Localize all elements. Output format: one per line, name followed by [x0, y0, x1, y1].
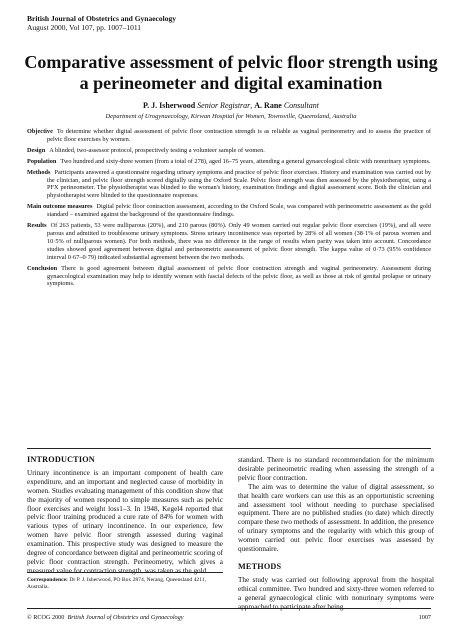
page-number: 1007: [418, 614, 431, 621]
abstract-section-label: Population: [27, 157, 57, 165]
journal-name: British Journal of Obstetrics and Gynaecology: [27, 14, 176, 23]
abstract-section-text: To determine whether digital assessment of pelvic floor contraction strength is as reliable as vaginal perineometry and to assess the practice of pelvic floor exercises by women.: [47, 128, 431, 143]
abstract-section-text: Digital pelvic floor contraction assessment, according to the Oxford Scale, was compared with perineometric assessment as the gold standard – examined against the background of the questionnaire findings.: [47, 203, 431, 219]
footer-copyright: © RCOG 2000: [27, 614, 65, 621]
abstract-section-text: There is good agreement between digital assessment of pelvic floor contraction strength and vaginal perineometry. Assessment during gynaecological examination may help to identify women with fascial defects of the pelvic floor, as well as those at risk of genital prolapse or urinary symptoms.: [47, 264, 431, 288]
methods-paragraph: The study was carried out following approval from the hospital ethical committee. Two hundred and sixty-three women referred to a general gynaecological clinic with nonurinary symptoms were approached to participate after being: [238, 575, 434, 611]
correspondence-divider: [27, 572, 223, 573]
abstract-section: [27, 222, 431, 262]
intro-heading: INTRODUCTION: [27, 455, 95, 464]
footer-left: [27, 614, 183, 622]
intro-paragraph-continued: standard. There is no standard recommendation for the minimum desirable perineometric reading when assessing the strength of a pelvic floor contraction.: [238, 456, 434, 482]
abstract-section-text: Of 263 patients, 53 were nulliparous (20%), and 210 parous (80%). Only 49 women carried out regular pelvic floor exercises (19%), and all were parous and admitted to troublesome urinary symptoms. Stress urinary incontinence was reported by 28% of all women (38·1% of parous women and 10·5% of nulliparous women). For both methods, there was no difference in the range of results when parity was taken into account. Concordance studies showed good agreement between digital and perineometric assessment of pelvic floor strength. The kappa value of 0·73 (95% confidence interval 0·67–0·79) indicated substantial agreement between the two methods.: [47, 222, 431, 261]
abstract-section-label: Main outcome measures: [27, 203, 93, 211]
aim-paragraph: The aim was to determine the value of digital assessment, so that health care workers can use this as an opportunistic screening and assessment tool without needing to purchase specialised equipment. There are no published studies (to date) which directly compare these two methods of assessment. In addition, the presence of urinary symptoms and the regularity with which this group of women carried out pelvic floor exercises was assessed by questionnaire.: [238, 482, 434, 554]
abstract-section: [27, 128, 431, 144]
abstract-section-label: Objective: [27, 128, 53, 135]
abstract-section: [27, 158, 431, 166]
author-line: P. J. Isherwood Senior Registrar, A. Rane Consultant: [143, 101, 319, 110]
abstract-section: [27, 203, 431, 219]
left-column: [27, 456, 223, 576]
correspondence-label: Correspondence:: [27, 577, 68, 583]
abstract-section: [27, 169, 431, 201]
abstract-section-label: Conclusion: [27, 264, 58, 272]
right-column: [238, 456, 434, 612]
abstract-section-text: Participants answered a questionnaire regarding urinary symptoms and practice of pelvic floor exercises. History and examination was carried out by the clinician, and pelvic floor strength scored digitally using the Oxford Scale. Pelvic floor strength was then assessed by the physiotherapist, using a PFX perineometer. The physiotherapist was blinded to the woman's history, examination findings and digital assessment score. Both the clinician and physiotherapist were blinded to the questionnaire responses.: [47, 168, 431, 200]
journal-issue: August 2000, Vol 107, pp. 1007–1011: [27, 23, 142, 32]
abstract-divider: [27, 448, 431, 449]
abstract: [27, 128, 431, 291]
author-1-role: Senior Registrar: [197, 101, 251, 110]
footer-divider: [27, 608, 431, 609]
footer-journal: British Journal of Obstetrics and Gynaecology: [67, 614, 184, 621]
abstract-section-label: Methods: [27, 168, 51, 176]
intro-paragraph: Urinary incontinence is an important component of health care expenditure, and an important and neglected cause of morbidity in women. Studies evaluating management of this condition show that the majority of women respond to simple measures such as pelvic floor exercises and weight loss1–3. In 1948, Kegel4 reported that pelvic floor training produced a cure rate of 84% for women with various types of urinary incontinence. In our experience, few women have pelvic floor strength assessed during vaginal examination. This prospective study was designed to measure the degree of concordance between digital and perineometric scoring of pelvic floor contraction strength. Perineometry, which gives a measured value for contraction strength, was taken as the gold: [27, 468, 223, 575]
abstract-section: [27, 147, 431, 155]
author-2-name: A. Rane: [254, 101, 282, 110]
methods-heading: METHODS: [238, 561, 282, 571]
abstract-section: [27, 265, 431, 289]
abstract-section-label: Design: [27, 146, 46, 154]
article-title: Comparative assessment of pelvic floor strength using a perineometer and digital examination: [24, 52, 438, 93]
author-2-role: Consultant: [283, 101, 319, 110]
journal-header: [27, 14, 176, 32]
affiliation: Department of Urogynaecology, Kirwan Hospital for Women, Townsville, Queensland, Australia: [105, 113, 357, 120]
author-1-name: P. J. Isherwood: [143, 101, 196, 110]
correspondence-note: [27, 577, 223, 592]
correspondence-text: Dr P. J. Isherwood, PO Box 2874, Nerang, Queensland 4211, Australia.: [27, 577, 206, 591]
abstract-section-label: Results: [27, 222, 47, 230]
abstract-section-text: A blinded, two-assessor protocol, prospectively testing a volunteer sample of women.: [49, 146, 265, 154]
abstract-section-text: Two hundred and sixty-three women (from a total of 278), aged 16–75 years, attending a general gynaecological clinic with nonurinary symptoms.: [60, 157, 431, 165]
